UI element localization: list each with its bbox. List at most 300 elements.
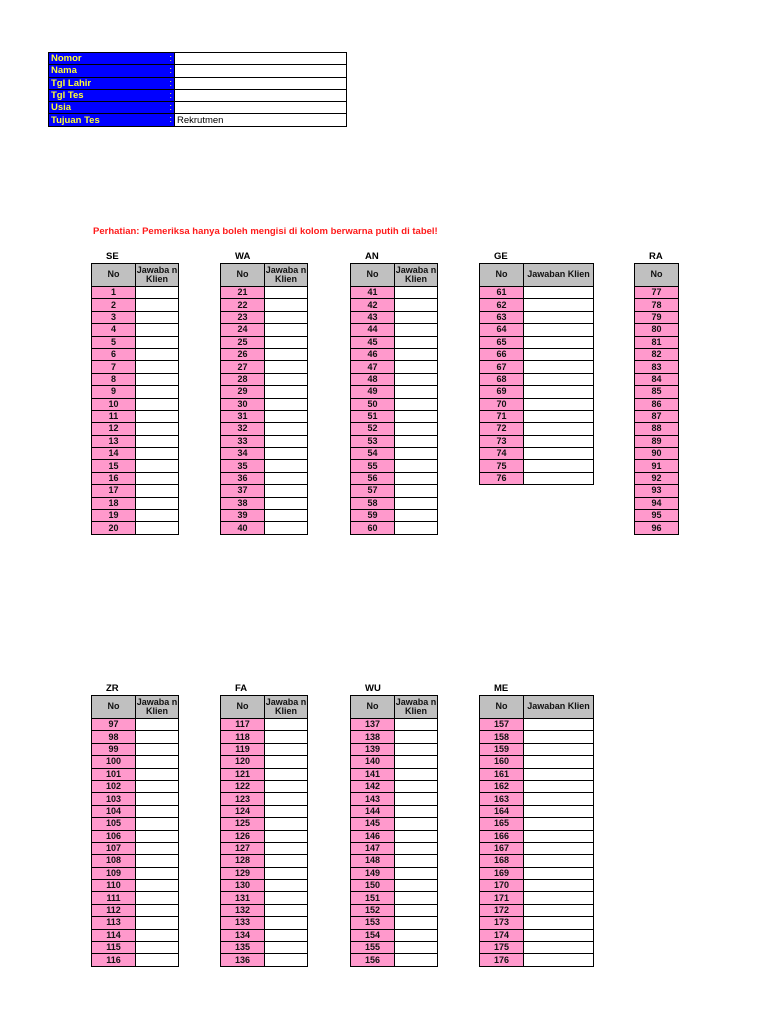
answer-row [221,731,308,743]
question-number: 65 [480,336,524,348]
answer-cell[interactable] [524,287,594,299]
answer-cell[interactable] [136,904,179,916]
answer-cell[interactable] [524,460,594,472]
answer-cell[interactable] [524,324,594,336]
answer-cell[interactable] [524,793,594,805]
answer-cell[interactable] [265,361,308,373]
answer-row [351,719,438,731]
question-number: 92 [635,472,679,484]
answer-cell[interactable] [136,892,179,904]
answer-cell[interactable] [136,793,179,805]
answer-cell[interactable] [524,743,594,755]
answer-cell[interactable] [136,373,179,385]
answer-cell[interactable] [524,842,594,854]
answer-cell[interactable] [136,743,179,755]
answer-row [221,917,308,929]
question-number: 148 [351,855,395,867]
info-label-text: Nomor [51,53,82,65]
question-number: 15 [92,460,136,472]
answer-cell[interactable] [524,855,594,867]
answer-cell[interactable] [265,805,308,817]
question-number: 174 [480,929,524,941]
question-number: 59 [351,510,395,522]
answer-cell[interactable] [395,287,438,299]
question-number: 157 [480,719,524,731]
answer-row [635,522,679,534]
answer-row [221,336,308,348]
answer-cell[interactable] [136,472,179,484]
answer-row [92,348,179,360]
answer-cell[interactable] [265,472,308,484]
question-number: 43 [351,311,395,323]
answer-row [351,497,438,509]
answer-row [351,373,438,385]
answer-row [480,324,594,336]
question-number: 153 [351,917,395,929]
question-number: 152 [351,904,395,916]
answer-cell[interactable] [265,855,308,867]
question-number: 138 [351,731,395,743]
answer-cell[interactable] [265,510,308,522]
block-title-me: ME [494,683,509,694]
answer-cell[interactable] [265,942,308,954]
answer-cell[interactable] [524,435,594,447]
answer-cell[interactable] [136,311,179,323]
question-number: 80 [635,324,679,336]
examiner-notice: Perhatian: Pemeriksa hanya boleh mengisi di kolom berwarna putih di tabel! [93,226,438,237]
answer-cell[interactable] [395,361,438,373]
info-row-tujuan-tes [49,114,347,126]
answer-row [351,805,438,817]
answer-cell[interactable] [265,904,308,916]
answer-cell[interactable] [136,510,179,522]
nomor-field[interactable] [175,53,347,65]
answer-cell[interactable] [136,435,179,447]
answer-row [351,880,438,892]
answer-cell[interactable] [136,731,179,743]
colon: : [169,89,172,101]
answer-cell[interactable] [524,904,594,916]
answer-cell[interactable] [136,485,179,497]
answer-cell[interactable] [524,472,594,484]
answer-cell[interactable] [395,780,438,792]
answer-cell[interactable] [136,855,179,867]
answer-cell[interactable] [524,361,594,373]
answer-cell[interactable] [136,410,179,422]
answer-cell[interactable] [395,830,438,842]
question-number: 62 [480,299,524,311]
answer-cell[interactable] [524,830,594,842]
answer-cell[interactable] [395,398,438,410]
answer-cell[interactable] [395,435,438,447]
question-number: 175 [480,942,524,954]
answer-row [221,954,308,966]
answer-cell[interactable] [395,510,438,522]
answer-cell[interactable] [524,423,594,435]
answer-cell[interactable] [395,942,438,954]
tgl-lahir-field[interactable] [175,77,347,89]
answer-cell[interactable] [265,324,308,336]
answer-cell[interactable] [395,348,438,360]
answer-row [480,756,594,768]
answer-row [351,423,438,435]
answer-row [635,386,679,398]
question-number: 50 [351,398,395,410]
answer-cell[interactable] [395,472,438,484]
answer-row [351,485,438,497]
answer-cell[interactable] [395,793,438,805]
question-number: 2 [92,299,136,311]
answer-cell[interactable] [265,485,308,497]
answer-row [92,423,179,435]
answer-cell[interactable] [395,904,438,916]
answer-cell[interactable] [136,954,179,966]
answer-cell[interactable] [395,336,438,348]
answer-cell[interactable] [265,497,308,509]
answer-row [480,904,594,916]
answer-cell[interactable] [136,522,179,534]
answer-row [92,410,179,422]
answer-table-wa [220,263,308,535]
answer-cell[interactable] [395,448,438,460]
answer-row [92,904,179,916]
answer-cell[interactable] [395,485,438,497]
column-header-answer: Jawaba n Klien [136,264,179,287]
answer-row [221,904,308,916]
tujuan-tes-field[interactable]: Rekrutmen [175,114,347,126]
answer-table-fa [220,695,308,967]
answer-cell[interactable] [265,311,308,323]
answer-cell[interactable] [395,917,438,929]
answer-cell[interactable] [136,830,179,842]
answer-cell[interactable] [395,954,438,966]
question-number: 61 [480,287,524,299]
answer-cell[interactable] [524,929,594,941]
answer-row [92,855,179,867]
answer-cell[interactable] [136,880,179,892]
question-number: 41 [351,287,395,299]
answer-cell[interactable] [524,818,594,830]
answer-row [480,731,594,743]
answer-row [351,522,438,534]
answer-cell[interactable] [136,497,179,509]
answer-cell[interactable] [524,954,594,966]
answer-cell[interactable] [524,892,594,904]
answer-cell[interactable] [265,743,308,755]
answer-table-ra [634,263,679,535]
answer-cell[interactable] [395,731,438,743]
answer-cell[interactable] [524,398,594,410]
answer-cell[interactable] [136,336,179,348]
question-number: 54 [351,448,395,460]
answer-row [221,805,308,817]
question-number: 83 [635,361,679,373]
tgl-tes-field[interactable] [175,89,347,101]
answer-cell[interactable] [524,780,594,792]
answer-cell[interactable] [524,373,594,385]
block-se [91,251,179,535]
answer-row [351,818,438,830]
answer-cell[interactable] [136,398,179,410]
answer-cell[interactable] [265,287,308,299]
answer-cell[interactable] [524,348,594,360]
answer-cell[interactable] [265,793,308,805]
answer-cell[interactable] [524,756,594,768]
answer-cell[interactable] [265,373,308,385]
answer-row [221,311,308,323]
answer-cell[interactable] [395,497,438,509]
answer-cell[interactable] [265,410,308,422]
answer-row [92,842,179,854]
question-number: 40 [221,522,265,534]
question-number: 77 [635,287,679,299]
question-number: 66 [480,348,524,360]
question-number: 73 [480,435,524,447]
answer-cell[interactable] [524,299,594,311]
answer-row [221,324,308,336]
question-number: 106 [92,830,136,842]
answer-row [480,892,594,904]
answer-cell[interactable] [395,522,438,534]
answer-cell[interactable] [524,880,594,892]
answer-row [92,880,179,892]
answer-cell[interactable] [395,324,438,336]
answer-cell[interactable] [524,867,594,879]
question-number: 13 [92,435,136,447]
info-row-usia [49,102,347,114]
answer-row [480,435,594,447]
answer-cell[interactable] [395,805,438,817]
question-number: 162 [480,780,524,792]
answer-cell[interactable] [395,719,438,731]
answer-cell[interactable] [136,299,179,311]
question-number: 176 [480,954,524,966]
answer-row [221,842,308,854]
question-number: 84 [635,373,679,385]
answer-cell[interactable] [524,731,594,743]
answer-cell[interactable] [265,448,308,460]
answer-cell[interactable] [136,818,179,830]
answer-cell[interactable] [265,435,308,447]
question-number: 24 [221,324,265,336]
answer-row [92,373,179,385]
answer-cell[interactable] [136,348,179,360]
answer-cell[interactable] [395,855,438,867]
column-header-answer: Jawaba n Klien [395,264,438,287]
answer-row [351,929,438,941]
answer-row [480,830,594,842]
answer-cell[interactable] [395,929,438,941]
answer-cell[interactable] [136,780,179,792]
block-an [350,251,438,535]
answer-cell[interactable] [395,880,438,892]
answer-cell[interactable] [136,386,179,398]
question-number: 134 [221,929,265,941]
block-title-wa: WA [235,251,251,262]
question-number: 146 [351,830,395,842]
answer-row [221,386,308,398]
answer-cell[interactable] [524,386,594,398]
answer-row [221,361,308,373]
answer-cell[interactable] [265,917,308,929]
answer-cell[interactable] [524,719,594,731]
answer-row [480,373,594,385]
column-header-no: No [635,264,679,287]
question-number: 11 [92,410,136,422]
answer-row [351,410,438,422]
answer-row [92,361,179,373]
answer-cell[interactable] [265,842,308,854]
answer-cell[interactable] [265,818,308,830]
answer-cell[interactable] [265,423,308,435]
answer-row [92,867,179,879]
answer-cell[interactable] [265,867,308,879]
answer-cell[interactable] [395,756,438,768]
answer-cell[interactable] [265,780,308,792]
column-header-answer: Jawaba n Klien [136,696,179,719]
answer-cell[interactable] [136,929,179,941]
answer-cell[interactable] [265,731,308,743]
answer-row [221,743,308,755]
question-number: 168 [480,855,524,867]
answer-cell[interactable] [265,929,308,941]
question-number: 111 [92,892,136,904]
block-title-se: SE [106,251,119,262]
answer-cell[interactable] [265,768,308,780]
answer-cell[interactable] [136,842,179,854]
block-title-zr: ZR [106,683,119,694]
answer-cell[interactable] [136,917,179,929]
question-number: 140 [351,756,395,768]
answer-cell[interactable] [265,460,308,472]
answer-cell[interactable] [395,818,438,830]
answer-cell[interactable] [265,336,308,348]
question-number: 37 [221,485,265,497]
question-number: 9 [92,386,136,398]
answer-cell[interactable] [265,299,308,311]
answer-cell[interactable] [136,942,179,954]
answer-cell[interactable] [265,719,308,731]
answer-row [92,929,179,941]
question-number: 30 [221,398,265,410]
answer-cell[interactable] [265,954,308,966]
column-header-answer: Jawaban Klien [524,696,594,719]
question-number: 39 [221,510,265,522]
question-number: 88 [635,423,679,435]
answer-cell[interactable] [265,892,308,904]
answer-cell[interactable] [395,311,438,323]
answer-cell[interactable] [395,460,438,472]
answer-cell[interactable] [395,373,438,385]
question-number: 156 [351,954,395,966]
answer-cell[interactable] [136,423,179,435]
question-number: 170 [480,880,524,892]
column-header-no: No [480,696,524,719]
answer-cell[interactable] [395,867,438,879]
answer-cell[interactable] [136,805,179,817]
answer-cell[interactable] [265,756,308,768]
question-number: 124 [221,805,265,817]
question-number: 160 [480,756,524,768]
answer-row [351,460,438,472]
answer-row [221,410,308,422]
answer-cell[interactable] [136,867,179,879]
answer-cell[interactable] [395,743,438,755]
answer-row [92,719,179,731]
question-number: 107 [92,842,136,854]
answer-cell[interactable] [395,768,438,780]
answer-cell[interactable] [524,805,594,817]
answer-row [351,731,438,743]
answer-row [221,942,308,954]
question-number: 173 [480,917,524,929]
answer-cell[interactable] [395,423,438,435]
answer-cell[interactable] [524,448,594,460]
question-number: 63 [480,311,524,323]
answer-cell[interactable] [395,410,438,422]
answer-cell[interactable] [265,880,308,892]
answer-row [221,756,308,768]
answer-cell[interactable] [136,719,179,731]
question-number: 56 [351,472,395,484]
answer-cell[interactable] [524,311,594,323]
answer-cell[interactable] [524,917,594,929]
question-number: 42 [351,299,395,311]
answer-cell[interactable] [265,386,308,398]
answer-row [480,880,594,892]
usia-field[interactable] [175,102,347,114]
answer-row [221,472,308,484]
answer-cell[interactable] [136,460,179,472]
answer-row [221,348,308,360]
question-number: 163 [480,793,524,805]
nama-field[interactable] [175,65,347,77]
answer-row [351,855,438,867]
answer-cell[interactable] [524,336,594,348]
question-number: 87 [635,410,679,422]
answer-cell[interactable] [265,522,308,534]
answer-cell[interactable] [265,348,308,360]
answer-cell[interactable] [395,842,438,854]
answer-cell[interactable] [524,768,594,780]
answer-table-ge [479,263,594,485]
answer-table-an [350,263,438,535]
answer-row [480,780,594,792]
question-number: 164 [480,805,524,817]
question-number: 158 [480,731,524,743]
answer-cell[interactable] [136,324,179,336]
answer-cell[interactable] [524,410,594,422]
answer-cell[interactable] [136,448,179,460]
question-number: 53 [351,435,395,447]
answer-row [480,398,594,410]
answer-cell[interactable] [265,830,308,842]
answer-cell[interactable] [136,756,179,768]
answer-row [635,287,679,299]
answer-cell[interactable] [136,361,179,373]
question-number: 55 [351,460,395,472]
answer-cell[interactable] [136,287,179,299]
answer-row [351,435,438,447]
answer-cell[interactable] [265,398,308,410]
answer-cell[interactable] [524,942,594,954]
answer-cell[interactable] [395,892,438,904]
answer-row [351,904,438,916]
question-number: 105 [92,818,136,830]
answer-cell[interactable] [136,768,179,780]
answer-cell[interactable] [395,299,438,311]
answer-cell[interactable] [395,386,438,398]
